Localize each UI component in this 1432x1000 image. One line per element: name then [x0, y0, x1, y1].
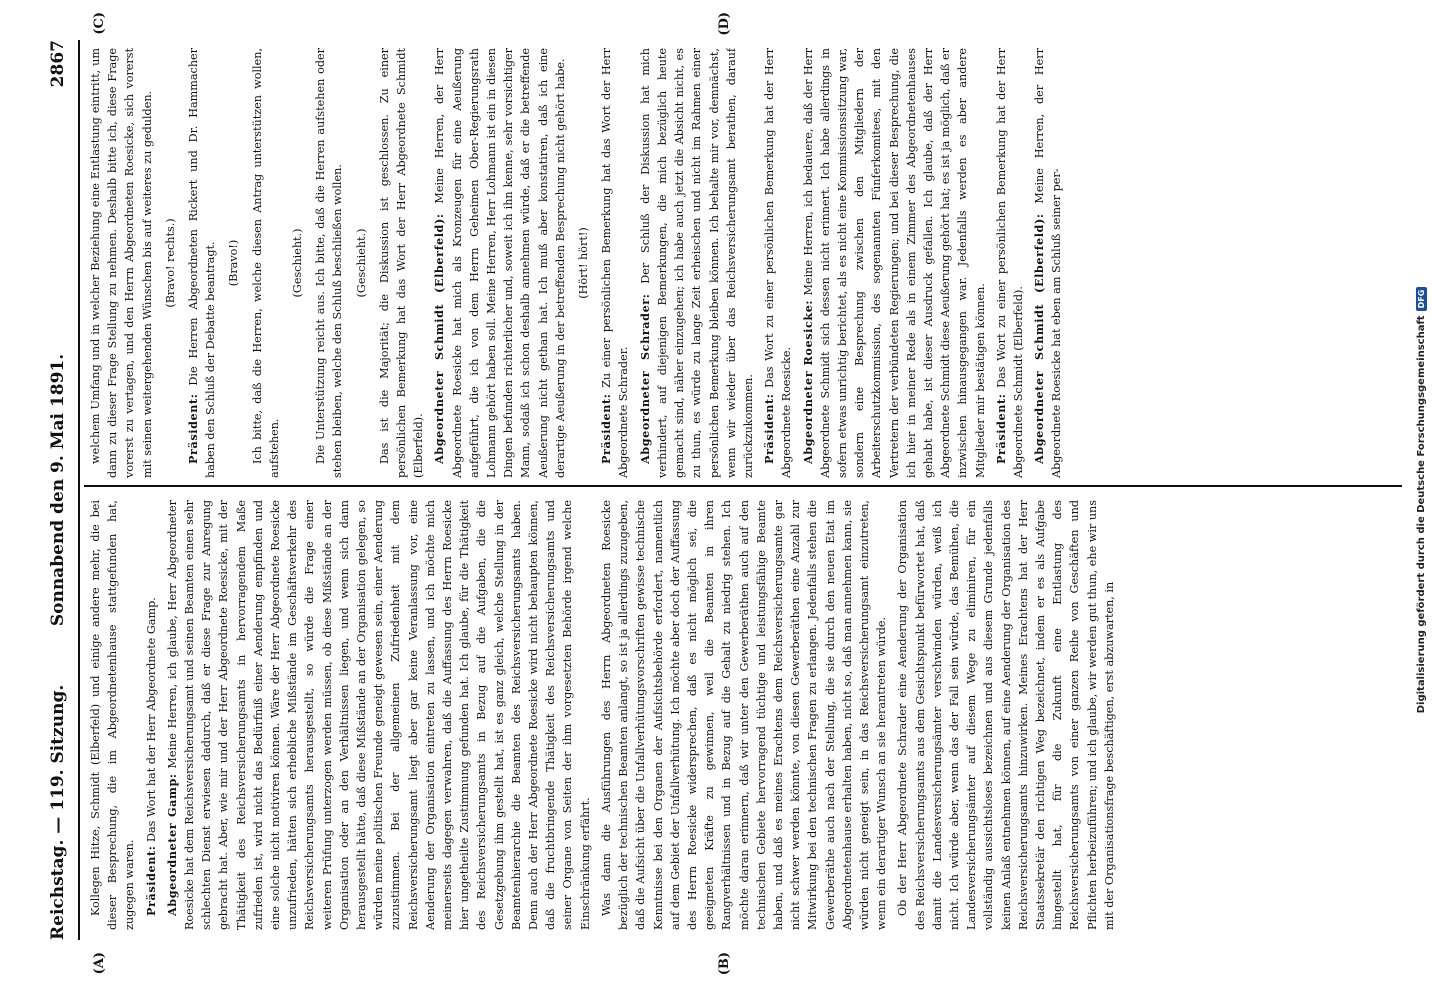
speech-paragraph: [800, 48, 989, 478]
speaker-name: Präsident:: [143, 845, 158, 916]
interjection: [575, 48, 592, 478]
speech-text: Das Wort hat der Herr Abgeordnete Gamp.: [144, 597, 158, 846]
speaker-name: Abgeordneter Schrader:: [637, 293, 652, 464]
paragraph-text: Die Unterstützung reicht aus. Ich bitte, daß die Herren aufstehen oder stehen bleiben, welche den Schluß beschließen wollen.: [314, 48, 345, 478]
margin-marker-c: (C): [92, 12, 107, 35]
interjection: [353, 48, 370, 478]
speech-text: Meine Herren, ich bedauere, daß der Herr Abgeordnete Schmidt sich dessen nicht erinnert. Ich habe allerdings in sofern etwas unrichtig berichtet, als es nicht eine Kommissionssitzung war, sondern eine Besprechung zwischen den Mitgliedern der Arbeiterschutzkommission, des sogenannten Fünferkomitees, mit den Vertretern der verbündeten Regierungen; und bei dieser Besprechung, die ich hier in meiner Rede als in einem Zimmer des Abgeordnetenhauses gehabt habe, ist dieser Ausdruck gefallen. Ich glaube, daß der Herr Abgeordnete Schmidt diese Aeußerung gehört hat; es ist ja möglich, daß er inzwischen hinausgegangen war. Jedenfalls werden es aber andere Mitglieder mir bestätigen können.: [801, 48, 987, 478]
interjection-text: (Bravo!): [227, 239, 241, 287]
speech-text: Zu einer persönlichen Bemerkung hat das Wort der Herr Abgeordnete Schrader.: [600, 48, 631, 478]
paragraph-text: Was dann die Ausführungen des Herrn Abgeordneten Roesicke bezüglich der technischen Beamten anlangt, so ist ja allerdings zuzugeben, daß die Aufsicht über die Unfallverhütungsvorschriften gewisse technische Kenntnisse bei den Organen der Aufsichtsbehörde erfordert, namentlich auf dem Gebiet der Unfallverhütung. Ich möchte aber doch der Auffassung des Herrn Roesicke widersprechen, daß es nicht möglich sei, die geeigneten Kräfte zu gewinnen, weil die Beamten in ihren Rangverhältnissen und in Bezug auf die Gehalt zu niedrig stehen. Ich möchte daran erinnern, daß wir unter den Gewerberäthen auch auf den technischen Gebiete hervorragend tüchtige und leistungsfähige Beamte haben, und daß es meines Erachtens dem Reichsversicherungsamte gar nicht schwer werden könnte, von diesen Gewerberäthen eine Anzahl zur Mitwirkung bei den technischen Fragen zu erlangen. Jedenfalls stehen die Gewerberäthe auch nach der Stellung, die sie durch den neuen Etat im Abgeordnetenhause erhalten haben, nicht so, daß man annehmen kann, sie würden nicht geneigt sein, in das Reichsversicherungsamt einzutreten, wenn ein derartiger Wunsch an sie herantreten würde.: [599, 500, 889, 930]
speech-paragraph: [143, 500, 160, 930]
column-divider: [84, 485, 1402, 487]
body-paragraph: [894, 500, 1118, 930]
digitization-footer: [1410, 0, 1432, 1000]
dfg-logo: DFG: [1416, 287, 1427, 312]
paragraph-text: Kollegen Hitze, Schmidt (Elberfeld) und einige andere mehr, die bei dieser Besprechung, die im Abgeordnetenhause stattgefunden hat, zugegen waren.: [89, 500, 137, 930]
page-header: [42, 40, 74, 940]
speaker-name: Präsident:: [599, 393, 614, 464]
speech-paragraph: [598, 48, 632, 478]
paragraph-text: Ich bitte, daß die Herren, welche diesen Antrag unterstützen wollen, aufstehen.: [250, 48, 281, 478]
interjection: [225, 48, 242, 478]
right-column: [87, 48, 1392, 478]
speech-paragraph: [761, 48, 795, 478]
margin-marker-a: (A): [92, 952, 107, 975]
margin-marker-b: (B): [717, 952, 732, 976]
body-paragraph: [312, 48, 346, 478]
body-paragraph: [87, 48, 156, 478]
footer-text: Digitalisierung gefördert durch die Deutsche Forschungsgemeinschaft: [1415, 315, 1427, 714]
speaker-name: Abgeordneter Roesicke:: [800, 299, 815, 464]
interjection: [162, 48, 179, 478]
paragraph-text: welchem Umfang und in welcher Beziehung eine Entlastung eintritt, um dann zu dieser Frage Stellung zu nehmen. Deshalb bitte ich, diese Frage vorerst zu vertagen, und den Herrn Abgeordneten Roesicke, sich vorerst mit seinen weitergehenden Wünschen bis auf weiteres zu gedulden.: [89, 48, 154, 478]
speech-text: Die Herren Abgeordneten Rickert und Dr. Hammacher haben den Schluß der Debatte beantragt.: [187, 48, 218, 478]
paragraph-text: Ob der Herr Abgeordnete Schrader eine Aenderung der Organisation des Reichsversicherungsamts aus dem Gesichtspunkt befürwortet hat, daß damit die Landesversicherungsämter verschwinden würden, weiß ich nicht. Ich würde aber, wenn das der Fall sein würde, das Bemühen, die Landesversicherungsämter auf diesem Wege zu eliminiren, für ein vollständig aussichtsloses bezeichnen und aus diesem Grunde jedenfalls keinen Anlaß entnehmen können, auf eine Aenderung der Organisation des Reichsversicherungsamts hinzuwirken. Meines Erachtens hat der Herr Staatssekretär den richtigen Weg bezeichnet, indem er es als Aufgabe hingestellt hat, für die Zukunft eine Entlastung des Reichsversicherungsamts von einer ganzen Reihe von Geschäften und Pflichten herbeizuführen; und ich glaube, wir werden gut thun, ehe wir uns mit der Organisationsfrage beschäftigen, erst abzuwarten, in: [896, 500, 1116, 930]
interjection-text: (Hört! hört!): [577, 227, 591, 299]
page-number: 2867: [48, 40, 68, 88]
body-paragraph: [598, 500, 890, 930]
speaker-name: Abgeordneter Schmidt (Elberfeld):: [432, 213, 447, 464]
margin-marker-d: (D): [717, 12, 732, 36]
speaker-name: Abgeordneter Schmidt (Elberfeld):: [1032, 213, 1047, 464]
paragraph-text: Das ist die Majorität; die Diskussion ist geschlossen. Zu einer persönlichen Bemerkung hat das Wort der Herr Abgeordnete Schmidt (Elberfeld).: [377, 48, 426, 478]
header-date: Sonnabend den 9. Mai 1891.: [48, 353, 68, 627]
speech-paragraph: [993, 48, 1027, 478]
interjection: [289, 48, 306, 478]
body-paragraph: [249, 48, 283, 478]
speech-text: Meine Herren, der Herr Abgeordnete Roesicke hat eben am Schluß seiner per-: [1033, 48, 1064, 478]
speech-text: Das Wort zu einer persönlichen Bemerkung hat der Herr Abgeordnete Roesicke.: [763, 48, 794, 478]
header-rule: [78, 40, 80, 940]
body-paragraph: [376, 48, 428, 478]
header-title: Reichstag. — 119. Sitzung.: [48, 684, 68, 940]
speaker-name: Präsident:: [762, 393, 777, 464]
speaker-name: Präsident:: [993, 393, 1008, 464]
speech-text: Der Schluß der Diskussion hat mich verhindert, auf diejenigen Bemerkungen, die mich bezüglich heute gemacht sind, näher einzugehen; ich habe auch jetzt die Absicht nicht, es zu thun, es würde zu lange Zeit erheischen und nicht im Rahmen einer persönlichen Bemerkung bleiben können. Ich behalte mir vor, demnächst, wenn wir wieder über das Reichsversicherungsamt berathen, darauf zurückzukommen.: [638, 48, 755, 478]
interjection-text: (Geschieht.): [291, 228, 305, 298]
body-paragraph: [87, 500, 139, 930]
interjection-text: (Bravo! rechts.): [163, 218, 177, 308]
speech-text: Meine Herren, der Herr Abgeordnete Roesicke hat mich als Kronzeugen für eine Aeußerung aufgeführt, die ich von dem Herrn Geheimen Ober-Regierungsrath Lohmann gehört haben soll. Meine Herren, Herr Lohmann ist ein in diesen Dingen befunden richterlicher und, soweit ich ihn kenne, sehr vorsichtiger Mann, sodaß ich schon deshalb annehmen würde, daß er die betreffende Aeußerung nicht gethan hat. Ich muß aber konstatiren, daß ich eine derartige Aeußerung in der betreffenden Besprechung nicht gehört habe.: [433, 48, 567, 478]
speaker-name: Präsident:: [186, 393, 201, 464]
speech-paragraph: [1031, 48, 1065, 478]
speech-paragraph: [637, 48, 757, 478]
speech-text: Das Wort zu einer persönlichen Bemerkung hat der Herr Abgeordnete Schmidt (Elberfeld).: [994, 48, 1025, 478]
left-column: [87, 500, 1392, 930]
speech-paragraph: [185, 48, 219, 478]
interjection-text: (Geschieht.): [354, 228, 368, 298]
speaker-name: Abgeordneter Gamp:: [164, 773, 179, 916]
speech-paragraph: [164, 500, 594, 930]
speech-text: Meine Herren, ich glaube, Herr Abgeordneter Roesicke hat dem Reichsversicherungsamt und seinen Beamten einen sehr schlechten Dienst erwiesen dadurch, daß er diese Frage zur Anregung gebracht hat. Aber, wie mir und der Herr Abgeordnete Roesicke, mit der Thätigkeit des Reichsversicherungsamts in hervorragendem Maße zufrieden ist, wird nicht das Bedürfniß einer Aenderung empfinden und eine solche nicht motiviren können. Wäre der Herr Abgeordnete Roesicke unzufrieden, hätten sich erhebliche Mißstände im Geschäftsverkehr des Reichsversicherungsamts herausgestellt, so würde die Frage einer weiteren Prüfung unterzogen werden müssen, ob diese Mißstände an der Organisation oder an den Verhältnissen liegen, und wenn sich dann herausgestellt hätte, daß diese Mißstände an der Organisation gelegen, so würden meine politischen Freunde geneigt gewesen sein, einer Aenderung zuzustimmen. Bei der allgemeinen Zufriedenheit mit dem Reichsversicherungsamt liegt aber gar keine Veranlassung vor, eine Aenderung der Organisation eintreten zu lassen, und ich möchte mich meinerseits dagegen verwahren, daß die Auffassung des Herrn Roesicke hier ungetheilte Zustimmung gefunden hat. Ich glaube, für die Thätigkeit des Reichsversicherungsamts in Bezug auf die Aufgaben, die die Gesetzgebung ihm gestellt hat, ist es ganz gleich, welche Stellung in der Beamtenhierarchie die Beamten des Reichsversicherungsamts haben. Denn auch der Herr Abgeordnete Roesicke wird nicht behaupten können, daß die fruchtbringende Thätigkeit des Reichsversicherungsamts und seiner Organe von Seiten der ihm vorgesetzten Behörde irgend welche Einschränkung erfährt.: [165, 500, 592, 930]
speech-paragraph: [431, 48, 569, 478]
